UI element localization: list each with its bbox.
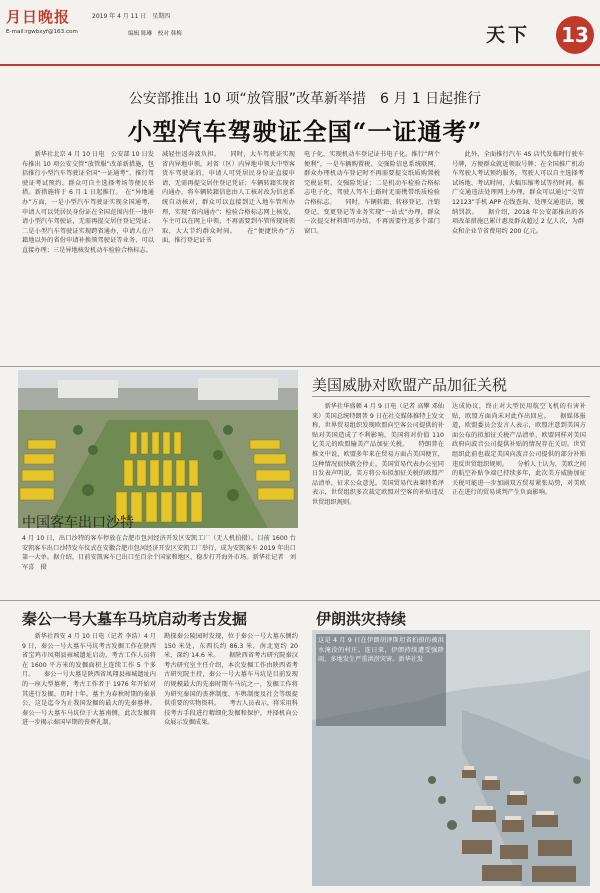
qin-tomb-column-2: 勘探秦公陵园时发现，位于秦公一号大墓东侧约 150 米处，东西长约 86.3 米，南北宽约 20 米，深约 14.6 米。 据陕西省考古研究院秦汉考古研究室主任介绍，本次发掘工作由陕西省考古研究院主持，秦公一号大墓车马坑是目前发现的规模最大的先秦时期车马坑之一，发掘工作将为研究秦国的丧葬制度、车舆制度及社会等级提供重要的实物资料。 考古人员表示，将采用科技考古手段进行精细化发掘和保护，并择机向公众展示发掘成果。 (164, 633, 298, 727)
contact-email: E-mail:rgwbxyf@163.com (6, 29, 78, 35)
iran-flood-title: 伊朗洪灾持续 (316, 610, 407, 628)
section-divider-2 (0, 600, 600, 601)
qin-tomb-column-1: 新华社西安 4 月 10 日电（记者 李浩）4 月 9 日，秦公一号大墓车马坑考古发掘工作在陕西省宝鸡市凤翔县雍城遗址启动，考古工作人员将在 1600 平方米的发掘面积上连续工作 5 个多月。 秦公一号大墓是陕西省凤翔县雍城遗址内的一座大型墓葬，考古工作者于 1976 年开始对其进行发掘，历时十年。墓主为春秋时期的秦景公，这是迄今为止我国发掘的最大的先秦墓葬。秦公一号大墓车马坑位于大墓南侧，此次发掘将进一步揭示秦国早期的丧葬礼制。 (22, 633, 156, 727)
page-number-badge: 13 (556, 16, 594, 54)
lead-column-3: 电子化，实现机动车登记证书电子化。推行“两个便利”，一是车辆购置税、交强险信息系统联网，群众办理机动车登记时不再需要提交纸质购置税完税证明、交强险凭证；二是机动车检验合格标志电子化，驾驶人驾车上路时无需携带纸质检验合格标志。 同时，车辆转籍、转移登记、注销登记、变更登记等业务实现“一站式”办理，群众一次提交材料即可办结，不再需要往返多个部门窗口。 (304, 151, 440, 235)
flood-photo (312, 630, 590, 886)
issue-date: 2019 年 4 月 11 日 星期四 (92, 13, 171, 20)
flood-caption: 这是 4 月 9 日在伊朗胡泽斯坦省拍摄的被洪水淹没的村庄。连日来，伊朗持续遭受强降雨，多地发生严重洪涝灾害。新华社发 (316, 634, 446, 726)
masthead-logo: 月日晚报 (6, 8, 71, 26)
us-eu-title: 美国威胁对欧盟产品加征关税 (312, 376, 508, 394)
section-divider (0, 366, 600, 367)
bus-photo (18, 370, 298, 528)
lead-column-1: 新华社北京 4 月 10 日电 公安部 10 日发布推出 10 项公安交管“放管服”改革新措施，包括推行小型汽车驾驶证全国“一证通考”、推行驾驶证考试预约、群众可自主选择考场等便民举措。新措施将于 6 月 1 日起推行。 在“异地通办”方面，一是小型汽车驾驶证实现全国通考，申请人可以凭居民身份证在全国范围内任一地申请小型汽车驾驶证，无需再提交居住登记凭证；二是小型汽车驾驶证实现跨省通办，申请人在户籍地以外的省份申请补换领驾驶证等业务，可以直接办理；三是异地核发机动车检验合格标志。 (22, 151, 154, 254)
lead-column-4: 此外，全面推行汽车 4S 店代发临时行驶车号牌，方便群众就近领取号牌；在全国推广机动车驾驶人考试预约服务，驾驶人可以自主选择考试场地、考试时间，大幅压缩考试等待时间。推广交通违法处理网上办理，群众可以通过“交管 12123”手机 APP 在线查询、处理交通违法，缴纳罚款。 据介绍，2018 年公安部推出的各项改革措施已累计惠及群众超过 2 亿人次，为群众和企业节省费用约 200 亿元。 (452, 151, 584, 235)
lead-subhead: 公安部推出 10 项“放管服”改革新举措 6 月 1 日起推行 (128, 91, 482, 107)
editors-line: 编辑 陈琳 校对 韩梅 (128, 31, 182, 37)
header-divider (0, 64, 600, 66)
us-eu-column-1: 新华社华盛顿 4 月 9 日电（记者 高攀 邓仙来）美国总统特朗普 9 日在社交媒体推特上发文称，世界贸易组织发现欧盟向空客公司提供的补贴对美国造成了不利影响，美国将对价值 110 亿美元的欧盟输美产品加征关税。 特朗普在推文中说，欧盟多年来在贸易方面占美国便宜，这种情况很快就会停止。美国贸易代表办公室同日发表声明说，美方将公布拟加征关税的欧盟产品清单，征求公众意见。美国贸易代表莱特希泽表示，世贸组织多次裁定欧盟对空客的补贴违反世贸组织规则。 (312, 403, 444, 506)
lead-headline: 小型汽车驾驶证全国“一证通考” (127, 117, 483, 146)
us-eu-rule (312, 396, 590, 397)
bus-caption-title: 中国客车出口沙特 (22, 515, 134, 531)
us-eu-column-2: 达成协议，终止对大型民用航空飞机的有害补贴，欧盟方面尚未对此作出回应。 据媒体报道，欧盟委员会发言人表示，欧盟注意到美国方面公布的拟加征关税产品清单，欧盟同样对美国政府向波音公司提供补贴的情况存在关切。世贸组织此前也裁定美国向波音公司提供的部分补贴违反世贸组织规则。 分析人士认为，美欧之间的航空补贴争端已持续多年，此次美方威胁加征关税可能进一步加剧双方贸易紧张局势，对美欧正在进行的贸易谈判产生负面影响。 (452, 403, 586, 497)
lead-column-2: 减轻往返奔波负担。 同时，大车驾驶证实现省内异地申领，对省（区）内异地申领大中型客货车驾驶证的，申请人可凭居民身份证直接申请，无需再提交居住登记凭证；车辆转籍实现省内通办，将车辆转籍信息由人工核对改为信息系统自动核对，群众可以直接到迁入地车管所办理，实现“省内通办”；检验合格标志网上核发，车主可以在网上申领，不再需要到车管所现场领取，大大节约群众时间。 在“便捷快办”方面，推行登记证书 (162, 151, 295, 245)
bus-caption: 4 月 10 日，出口沙特的客车停放在合肥市包河经济开发区安凯工厂（无人机拍摄）。目前 1600 台安凯客车出口沙特发车仪式在安徽合肥市包河经济开发区安凯工厂举行，成为安凯客车 2019 年出口第一大单。据介绍，目前安凯客车已出口至百余个国家和地区，稳步打开海外市场。新华社记者 刘军喜 摄 (22, 535, 296, 571)
qin-tomb-title: 秦公一号大墓车马坑启动考古发掘 (22, 610, 248, 628)
section-title: 天下 (486, 24, 531, 46)
